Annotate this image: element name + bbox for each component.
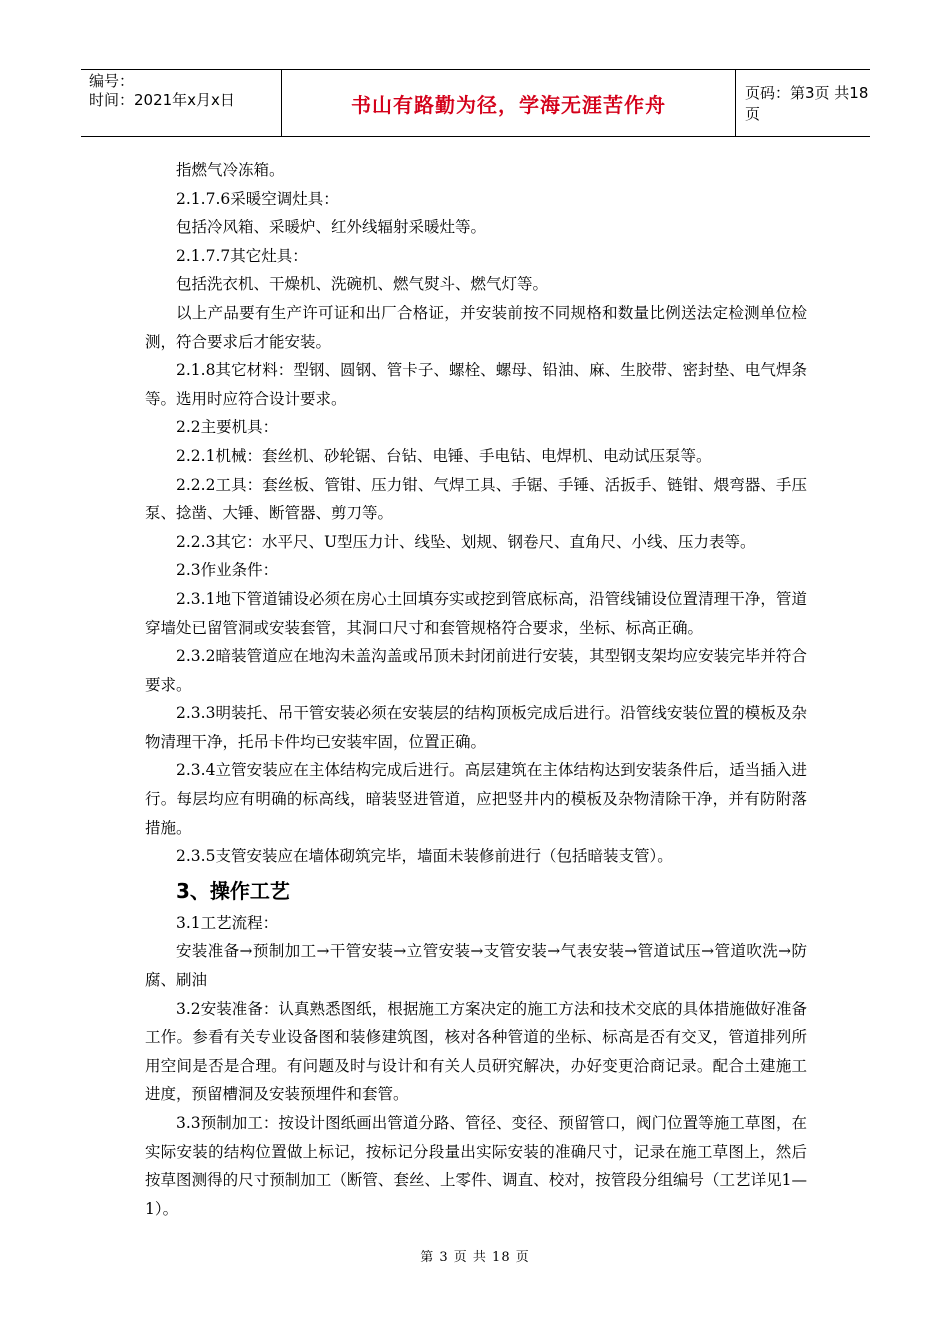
body-paragraph: 2.2.2工具：套丝板、管钳、压力钳、气焊工具、手锯、手锤、活扳手、链钳、煨弯器、手压泵、捻凿、大锤、断管器、剪刀等。 [145,475,807,523]
body-paragraph: 2.3.3明装托、吊干管安装必须在安装层的结构顶板完成后进行。沿管线安装位置的模板及杂物清理干净，托吊卡件均已安装牢固，位置正确。 [145,704,807,751]
document-body [145,156,807,1223]
body-paragraph: 2.2主要机具： [176,418,279,437]
body-paragraph: 3.3预制加工：按设计图纸画出管道分路、管径、变径、预留管口，阀门位置等施工草图，在实际安装的结构位置做上标记，按标记分段量出实际安装的准确尺寸，记录在施工草图上，然后按草图测得的尺寸预制加工（断管、套丝、上零件、调直、校对，按管段分组编号（工艺详见1—1）。 [145,1114,807,1218]
header-number-label: 编号： [89,72,135,90]
header-meta [81,70,282,136]
header-motto: 书山有路勤为径，学海无涯苦作舟 [351,92,666,117]
body-paragraph: 3.1工艺流程： [176,913,279,932]
header-date: 时间：2021年x月x日 [89,91,235,109]
body-paragraph: 2.3.2暗装管道应在地沟未盖沟盖或吊顶未封闭前进行安装，其型钢支架均应安装完毕并符合要求。 [145,647,807,694]
body-paragraph: 包括洗衣机、干燥机、洗碗机、燃气熨斗、燃气灯等。 [176,275,549,294]
body-paragraph: 以上产品要有生产许可证和出厂合格证，并安装前按不同规格和数量比例送法定检测单位检测，符合要求后才能安装。 [145,303,807,351]
body-paragraph: 2.1.7.6采暖空调灶具： [176,189,339,208]
body-paragraph: 指燃气冷冻箱。 [176,161,285,179]
body-paragraph: 2.3.1地下管道铺设必须在房心土回填夯实或挖到管底标高，沿管线铺设位置清理干净，管道穿墙处已留管洞或安装套管，其洞口尺寸和套管规格符合要求，坐标、标高正确。 [145,589,807,637]
body-paragraph: 3.2安装准备：认真熟悉图纸，根据施工方案决定的施工方法和技术交底的具体措施做好准备工作。参看有关专业设备图和装修建筑图，核对各种管道的坐标、标高是否有交叉，管道排列所用空间是否是合理。有问题及时与设计和有关人员研究解决，办好变更洽商记录。配合土建施工进度，预留槽洞及安装预埋件和套管。 [145,999,807,1104]
body-paragraph: 2.3.4立管安装应在主体结构完成后进行。高层建筑在主体结构达到安装条件后，适当插入进行。每层均应有明确的标高线，暗装竖进管道，应把竖井内的模板及杂物清除干净，并有防附落措施。 [145,761,807,837]
header-page-info: 页码：第3页 共18页 [745,84,869,123]
body-paragraph: 2.3作业条件： [176,561,279,580]
page-footer: 第 3 页 共 18 页 [420,1250,530,1265]
header-motto-cell [282,70,736,136]
body-paragraph: 2.1.8其它材料：型钢、圆钢、管卡子、螺栓、螺母、铅油、麻、生胶带、密封垫、电气焊条等。选用时应符合设计要求。 [145,361,807,408]
page-header [81,69,870,137]
section-heading: 3、操作工艺 [176,878,290,903]
body-paragraph: 包括冷风箱、采暖炉、红外线辐射采暖灶等。 [176,218,487,237]
body-paragraph: 安装准备→预制加工→干管安装→立管安装→支管安装→气表安装→管道试压→管道吹洗→防腐、刷油 [145,942,807,990]
body-paragraph: 2.3.5支管安装应在墙体砌筑完毕，墙面未装修前进行（包括暗装支管）。 [176,847,673,866]
body-paragraph: 2.1.7.7其它灶具： [176,246,308,265]
body-paragraph: 2.2.3其它：水平尺、U型压力计、线坠、划规、钢卷尺、直角尺、小线、压力表等。 [176,532,756,551]
body-paragraph: 2.2.1机械：套丝机、砂轮锯、台钻、电锤、手电钻、电焊机、电动试压泵等。 [176,446,712,465]
